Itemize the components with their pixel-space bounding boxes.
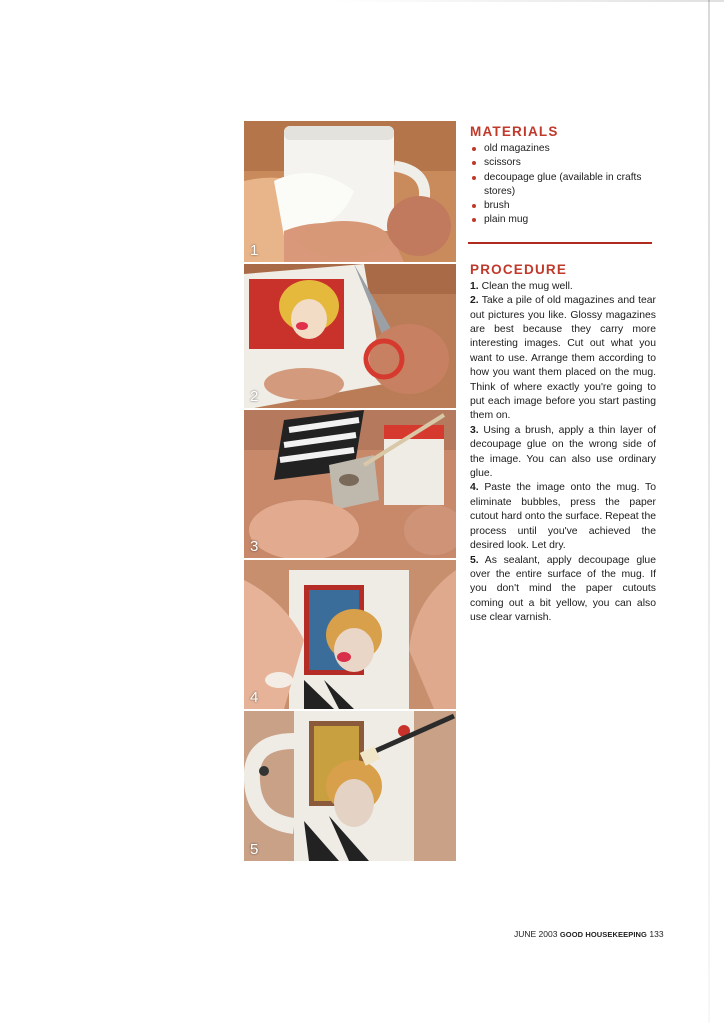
materials-item-text: old magazines	[484, 143, 550, 154]
step-number: 3.	[470, 424, 479, 436]
issue-date: JUNE 2003	[514, 929, 558, 939]
procedure-step	[470, 554, 656, 626]
step-number: 4.	[470, 482, 479, 494]
materials-item-text: scissors	[484, 157, 521, 169]
step-4-photo-number: 4	[250, 689, 259, 706]
instructions-column	[466, 124, 656, 626]
photo-column	[244, 121, 456, 861]
procedure-heading: PROCEDURE	[470, 261, 568, 277]
materials-item-text: decoupage glue (available in crafts stores)	[484, 171, 642, 197]
materials-item-text: plain mug	[484, 214, 529, 226]
magazine-name: GOOD HOUSEKEEPING	[559, 930, 647, 939]
pasting-image-illustration	[244, 560, 456, 709]
cleaning-mug-illustration	[244, 121, 456, 262]
step-3-photo-number: 3	[250, 538, 259, 555]
step-2-photo-number: 2	[250, 388, 259, 405]
bullet-icon	[472, 147, 476, 151]
step-text: Paste the image onto the mug. To eliminate bubbles, press the paper cutout hard onto the surface. Repeat the process until you've achieved the desired look. Let dry.	[470, 482, 657, 552]
bullet-icon	[472, 176, 476, 180]
step-text: As sealant, apply decoupage glue over the entire surface of the mug. If you don't mind the paper cutouts coming out a bit yellow, you can also use clear varnish.	[470, 554, 656, 624]
step-3-photo	[244, 410, 456, 558]
page-number: 133	[649, 929, 664, 939]
materials-heading: MATERIALS	[470, 124, 559, 139]
materials-item	[470, 213, 656, 227]
page-edge-shadow	[330, 0, 724, 2]
step-text: Using a brush, apply a thin layer of decoupage glue on the wrong side of the image. You can also use ordinary glue.	[470, 424, 656, 480]
bullet-icon	[472, 161, 476, 165]
bullet-icon	[472, 204, 476, 208]
bullet-icon	[472, 218, 476, 222]
step-4-photo	[244, 560, 456, 709]
materials-item	[470, 171, 656, 200]
sealing-mug-illustration	[244, 711, 456, 861]
cutting-magazine-illustration	[244, 264, 456, 408]
materials-item	[470, 142, 656, 156]
step-text: Take a pile of old magazines and tear out pictures you like. Glossy magazines are best because they carry more interesting images. Cut out what you want to use. Arrange them according to how you want them placed on the mug. Think of where exactly you're going to put each image before you start pasting them on.	[470, 295, 656, 422]
page-footer	[514, 929, 664, 939]
step-5-photo-number: 5	[250, 841, 259, 858]
step-2-photo	[244, 264, 456, 408]
materials-item	[470, 199, 656, 213]
section-divider	[468, 242, 652, 244]
step-1-photo-number: 1	[250, 242, 259, 259]
step-text: Clean the mug well.	[481, 280, 573, 292]
procedure-steps	[470, 280, 656, 626]
step-5-photo	[244, 711, 456, 861]
materials-item-text: brush	[484, 200, 510, 212]
procedure-step	[470, 294, 656, 424]
materials-list	[466, 142, 656, 228]
step-number: 5.	[470, 554, 479, 566]
step-1-photo	[244, 121, 456, 262]
page-edge-shadow-right	[708, 0, 710, 1023]
materials-item	[470, 156, 656, 170]
procedure-step	[470, 424, 656, 482]
procedure-step	[470, 280, 656, 294]
procedure-step	[470, 481, 656, 553]
step-number: 1.	[470, 280, 479, 292]
applying-glue-illustration	[244, 410, 456, 558]
step-number: 2.	[470, 295, 479, 307]
